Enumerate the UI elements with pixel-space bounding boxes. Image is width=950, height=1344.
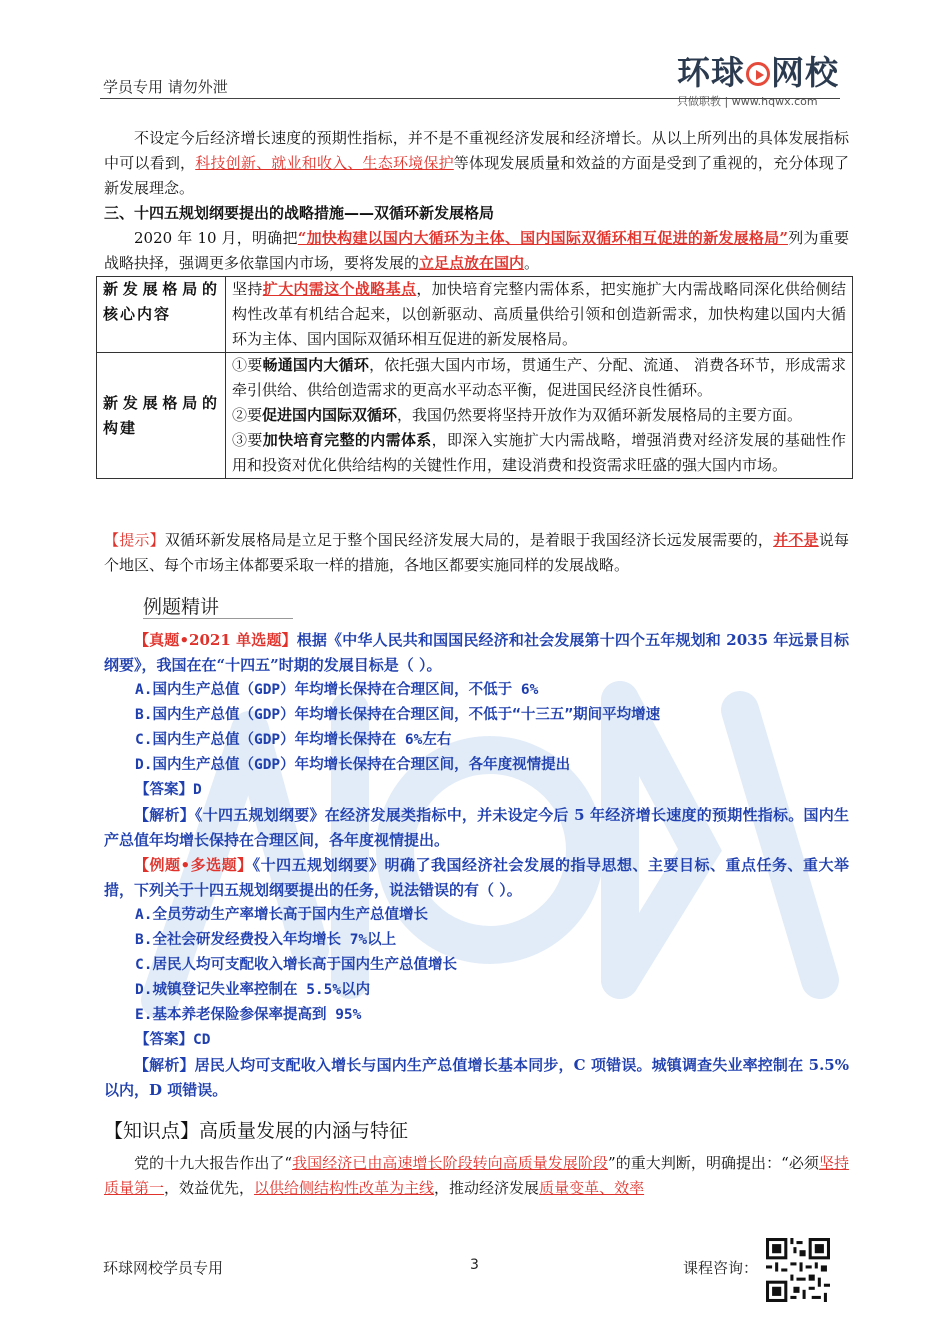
footer-left-text: 环球网校学员专用	[103, 1259, 224, 1277]
para3-highlight-4: 质量变革、效率	[539, 1179, 645, 1197]
q1-option-d: D.国内生产总值（GDP）年均增长保持在合理区间，各年度视情提出	[135, 757, 571, 773]
item-text: ，我国仍然要将坚持开放作为双循环新发展格局的主要方面。	[397, 406, 803, 424]
table-label-build: 新发展格局的构建	[97, 353, 226, 479]
q1-option-b: B.国内生产总值（GDP）年均增长保持在合理区间，不低于“十三五”期间平均增速	[135, 707, 661, 723]
section-heading-3: 三、十四五规划纲要提出的战略措施——双循环新发展格局	[104, 204, 495, 222]
q1-option-a: A.国内生产总值（GDP）年均增长保持在合理区间，不低于 6%	[135, 682, 539, 698]
cell-text-end: ，加快培育完整内需体系，把实施扩大内需战略同深化供给侧结构性改革有机结合起来，以创新驱动、高质量供给引领和创造新需求，加快构建以国内大循环为主体、国内国际双循环相互促进的新发展格局。	[232, 280, 846, 348]
item-text: ，依托强大国内市场，贯通生产、分配、流通、 消费各环节，形成需求牵引供给、供给创造需求的更高水平动态平衡，促进国民经济良性循环。	[232, 356, 846, 399]
item-bold: 畅通国内大循环	[262, 356, 370, 374]
question-1-stem	[104, 628, 849, 678]
para3-text-mid: ”的重大判断，明确提出：“必须	[607, 1154, 819, 1172]
footer-consult-label: 课程咨询：	[683, 1259, 759, 1277]
cell-highlight: 扩大内需这个战略基点	[262, 280, 417, 298]
q2-answer: 【答案】CD	[135, 1032, 211, 1048]
paragraph-1	[104, 126, 849, 201]
logo-slogan: 只做职教 | www.hqwx.com	[677, 95, 818, 108]
play-icon	[746, 62, 770, 86]
para1-highlight: 科技创新、就业和收入、生态环境保护	[195, 154, 454, 172]
item-prefix: ③要	[232, 431, 263, 449]
para3-text-mid-2: ，效益优先，	[164, 1179, 255, 1197]
section-title: 例题精讲	[143, 596, 220, 618]
table-label-core: 新发展格局的核心内容	[97, 277, 226, 353]
tip-text: 双循环新发展格局是立足于整个国民经济发展大局的，是着眼于我国经济长远发展需要的，	[164, 531, 774, 549]
q1-option-c: C.国内生产总值（GDP）年均增长保持在 6%左右	[135, 732, 452, 748]
q2-option-b: B.全社会研发经费投入年均增长 7%以上	[135, 932, 397, 948]
q2-option-d: D.城镇登记失业率控制在 5.5%以内	[135, 982, 371, 998]
header-left-text: 学员专用 请勿外泄	[103, 78, 228, 96]
item-text: ，即深入实施扩大内需战略，增强消费对经济发展的基础性作用和投资对优化供给结构的关键性作用，建设消费和投资需求旺盛的强大国内市场。	[232, 431, 846, 474]
item-bold: 加快培育完整的内需体系	[262, 431, 432, 449]
q2-option-e: E.基本养老保险参保率提高到 95%	[135, 1007, 362, 1023]
q2-option-c: C.居民人均可支配收入增长高于国内生产总值增长	[135, 957, 457, 973]
table-cell-build	[226, 353, 853, 479]
q2-analysis: 【解析】居民人均可支配收入增长与国内生产总值增长基本同步，C 项错误。城镇调查失业率控制在 5.5%以内，D 项错误。	[104, 1056, 849, 1099]
tip-tag: 【提示】	[104, 531, 165, 549]
para2-text-mid: 列为重要战略抉择，强调更多依靠国内市场，要将发展的	[104, 229, 849, 272]
qr-code-icon[interactable]	[766, 1238, 830, 1302]
question-text: 根据《中华人民共和国国民经济和社会发展第十四个五年规划和 2035 年远景目标纲要》，我国在在“十四五”时期的发展目标是（ ）。	[104, 631, 849, 674]
table-row	[97, 277, 853, 353]
para2-highlight: “加快构建以国内大循环为主体、国内国际双循环相互促进的新发展格局”	[297, 229, 788, 247]
para3-highlight-3: 以供给侧结构性改革为主线	[254, 1179, 435, 1197]
para3-highlight-2: 坚持质量第一	[104, 1154, 849, 1197]
paragraph-2	[104, 226, 849, 276]
item-prefix: ②要	[232, 406, 263, 424]
tip-text-end: 说每个地区、每个市场主体都要采取一样的措施，各地区都要实施同样的发展战略。	[104, 531, 849, 574]
para1-text-end: 等体现发展质量和效益的方面是受到了重视的，充分体现了新发展理念。	[104, 154, 849, 197]
section-underline	[143, 618, 293, 619]
tip-paragraph	[104, 528, 849, 578]
build-item-2	[232, 403, 846, 428]
table-row	[97, 353, 853, 479]
build-item-3	[232, 428, 846, 478]
item-prefix: ①要	[232, 356, 263, 374]
para1-text: 不设定今后经济增长速度的预期性指标，并不是不重视经济发展和经济增长。从以上所列出的具体发展指标中可以看到，	[104, 129, 849, 172]
logo-brand-a: 环球	[677, 53, 745, 92]
question-2-stem	[104, 853, 849, 903]
page-number: 3	[470, 1257, 479, 1273]
tip-highlight: 并不是	[773, 531, 819, 549]
question-text: 《十四五规划纲要》明确了我国经济社会发展的指导思想、主要目标、重点任务、重大举措，下列关于十四五规划纲要提出的任务，说法错误的有（ ）。	[104, 856, 849, 899]
para3-text: 党的十九大报告作出了“	[134, 1154, 293, 1172]
q1-answer: 【答案】D	[135, 782, 202, 798]
content-table	[96, 276, 853, 479]
para2-highlight-2: 立足点放在国内	[419, 254, 525, 272]
logo-brand-b: 网校	[771, 53, 839, 92]
cell-text: 坚持	[232, 280, 263, 298]
table-cell-core	[226, 277, 853, 353]
question-tag: 【例题•多选题】	[134, 856, 253, 874]
build-item-1	[232, 353, 846, 403]
paragraph-3	[104, 1151, 849, 1201]
knowledge-point-title: 【知识点】高质量发展的内涵与特征	[104, 1120, 409, 1142]
brand-logo	[677, 55, 847, 115]
question-tag: 【真题•2021 单选题】	[134, 631, 297, 649]
item-bold: 促进国内国际双循环	[262, 406, 398, 424]
para3-text-mid-3: ，推动经济发展	[434, 1179, 540, 1197]
q1-analysis: 【解析】《十四五规划纲要》在经济发展类指标中，并未设定今后 5 年经济增长速度的预期性指标。国内生产总值年均增长保持在合理区间，各年度视情提出。	[104, 806, 849, 849]
para2-text-end: 。	[524, 254, 540, 272]
q2-option-a: A.全员劳动生产率增长高于国内生产总值增长	[135, 907, 428, 923]
para2-text: 2020 年 10 月，明确把	[134, 229, 298, 247]
para3-highlight: 我国经济已由高速增长阶段转向高质量发展阶段	[292, 1154, 608, 1172]
